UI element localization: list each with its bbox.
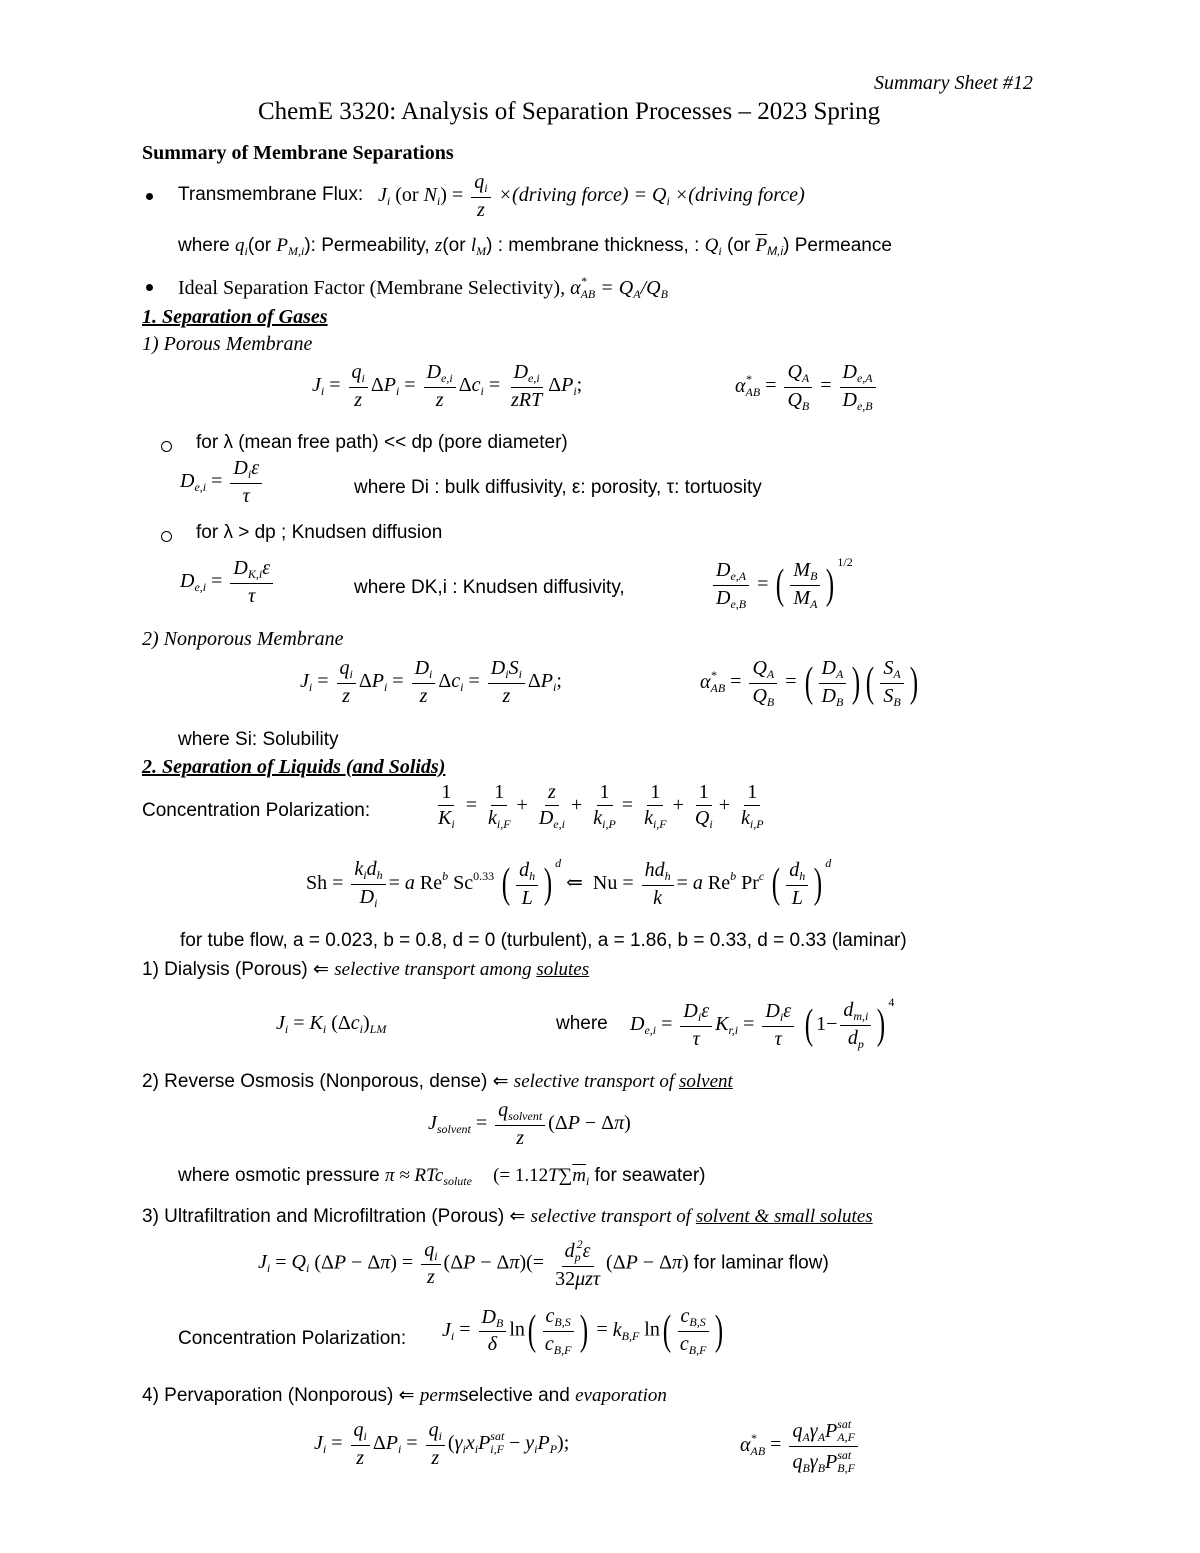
porous-heading: 1) Porous Membrane <box>142 333 313 355</box>
case2-where: where DK,i : Knudsen diffusivity, <box>354 577 625 598</box>
porous-selectivity-equation: $\alpha^*_{AB}$ = $\frac{Q_A}{Q_B}$ = $\frac{D_{e,A}}{D_{e,B}}$ <box>735 362 879 412</box>
pv-heading: 4) Pervaporation (Nonporous) ⇐ permselective and evaporation <box>142 1385 667 1406</box>
dialysis-diffusivity-equation: $D_{e,i}$ = $\frac{D_i\varepsilon}{\tau}$ $K_{r,i}$ = $\frac{D_i\varepsilon}{\tau}$ ( 1− $\frac{d_{m,i}}{d_p}$ )$^4$ <box>630 995 895 1051</box>
ro-osmotic-pressure: where osmotic pressure π ≈ RTc$_{solute}$ (= $1.12T\sum\overline{m}_i$ for seawater) <box>178 1165 706 1188</box>
summary-heading: Summary of Membrane Separations <box>142 142 454 164</box>
knudsen-diffusivity-equation: $D_{e,i}$ = $\frac{D_{K,i}\varepsilon}{\tau}$ <box>180 558 276 607</box>
sheet-number: Summary Sheet #12 <box>874 72 1033 94</box>
uf-cp-equation: $J_i$ = $\frac{D_B}{\delta}$ ln( $\frac{c_{B,S}}{c_{B,F}}$ ) = $k_{B,F}$ ln( $\frac{c_{B,S}}{c_{B,F}}$ ) <box>442 1305 724 1357</box>
nonporous-heading: 2) Nonporous Membrane <box>142 628 344 650</box>
nonporous-where: where Si: Solubility <box>178 729 339 750</box>
pv-selectivity-equation: $\alpha^*_{AB}$ = $\frac{q_A\gamma_AP^{sat}_{A,F}}{q_B\gamma_BP^{sat}_{B,F}}$ <box>740 1418 861 1474</box>
dialysis-heading: 1) Dialysis (Porous) ⇐ selective transport among solutes <box>142 959 590 980</box>
section-gases-heading: 1. Separation of Gases <box>142 306 328 328</box>
case2-label: for λ > dp ; Knudsen diffusion <box>196 522 443 543</box>
porous-flux-equation: $J_i$ = $\frac{q_i}{z}$ $\Delta P_i$ = $\frac{D_{e,i}}{z}$ $\Delta c_i$ = $\frac{D_{e,i}}{\text{zRT}}$ $\Delta P_i$; <box>312 361 583 411</box>
case1-where: where Di : bulk diffusivity, ε: porosity, τ: tortuosity <box>354 477 762 498</box>
circle-bullet-icon <box>161 531 172 542</box>
ro-flux-equation: $J_{solvent}$ = $\frac{q_{solvent}}{z}$ (ΔP − Δπ) <box>428 1099 631 1149</box>
ro-heading: 2) Reverse Osmosis (Nonporous, dense) ⇐ selective transport of solvent <box>142 1071 733 1092</box>
dialysis-flux-equation: $J_i = K_i$ $(\Delta c_i)_{LM}$ <box>276 1012 387 1036</box>
knudsen-ratio-equation: $\frac{D_{e,A}}{D_{e,B}}$ = ( $\frac{M_B}{M_A}$ )$^{1/2}$ <box>710 555 853 611</box>
circle-bullet-icon <box>161 441 172 452</box>
sherwood-nusselt-equation: Sh = $\frac{k_id_h}{D_i}$ = a Re$^b$ $Sc^{0.33}$ ( $\frac{d_h}{L}$ ) $^d$ ⇐ Nu = $\frac{hd_h}{k}$ = a Re$^b$ Pr$^c$ ( $\frac{d_h}{L}$ ) $^d$ <box>306 856 832 910</box>
uf-flux-equation: $J_i = Q_i$ (ΔP − Δπ) = $\frac{q_i}{z}$ (ΔP − Δπ)(= $\frac{d_p^2\varepsilon}{\text{32μzτ}}$ (ΔP − Δπ) for laminar flow) <box>258 1237 829 1290</box>
bullet-icon <box>146 284 153 291</box>
uf-cp-label: Concentration Polarization: <box>178 1328 407 1349</box>
uf-heading: 3) Ultrafiltration and Microfiltration (Porous) ⇐ selective transport of solvent & small solutes <box>142 1206 873 1227</box>
bulk-diffusivity-equation: $D_{e,i}$ = $\frac{D_i\varepsilon}{\tau}$ <box>180 458 265 507</box>
case1-label: for λ (mean free path) << dp (pore diameter) <box>196 432 568 453</box>
flux-label: Transmembrane Flux: <box>178 184 364 205</box>
dialysis-where: where <box>556 1013 608 1034</box>
nonporous-flux-equation: $J_i$ = $\frac{q_i}{z}$ $\Delta P_i$ = $\frac{D_i}{z}$ $\Delta c_i$ = $\frac{D_iS_i}{z}$ $\Delta P_i$; <box>300 657 562 707</box>
pv-flux-equation: $J_i$ = $\frac{q_i}{z}$ $\Delta P_i$ = $\frac{q_i}{z}$ $(\gamma_ix_iP^{sat}_{i,F} - y_iP_P)$; <box>314 1419 570 1469</box>
tube-flow-constants: for tube flow, a = 0.023, b = 0.8, d = 0 (turbulent), a = 1.86, b = 0.33, d = 0.33 (laminar) <box>180 930 907 951</box>
flux-equation: $J_i$ (or $N_i$) = $\frac{q_i}{z}$ ×(driving force) = $Q_i$ ×(driving force) <box>378 171 805 221</box>
selectivity-label: Ideal Separation Factor (Membrane Selectivity), $\alpha^*_{AB} = Q_A/Q_B$ <box>178 274 668 301</box>
nonporous-selectivity-equation: $\alpha^*_{AB}$ = $\frac{Q_A}{Q_B}$ = ( $\frac{D_A}{D_B}$ ) ( $\frac{S_A}{S_B}$ ) <box>700 657 918 709</box>
permeability-definitions: where $q_i(or$ $P_{M,i}$): Permeability, z(or $l_M$) : membrane thickness, : $Q_i$ (or $\overline{P}_{M,i}$) Permeance <box>178 235 892 258</box>
bullet-icon <box>146 193 153 200</box>
section-liquids-heading: 2. Separation of Liquids (and Solids) <box>142 756 446 778</box>
cp-label: Concentration Polarization: <box>142 800 371 821</box>
page-title: ChemE 3320: Analysis of Separation Processes – 2023 Spring <box>258 98 881 125</box>
overall-mass-transfer-equation: $\frac{1}{K_i}$ = $\frac{1}{k_{i,F}}$ + $\frac{z}{D_{e,i}}$ + $\frac{1}{k_{i,P}}$ = $\frac{1}{k_{i,F}}$ + $\frac{1}{Q_i}$ + $\frac{1}{k_{i,P}}$ <box>438 781 764 831</box>
